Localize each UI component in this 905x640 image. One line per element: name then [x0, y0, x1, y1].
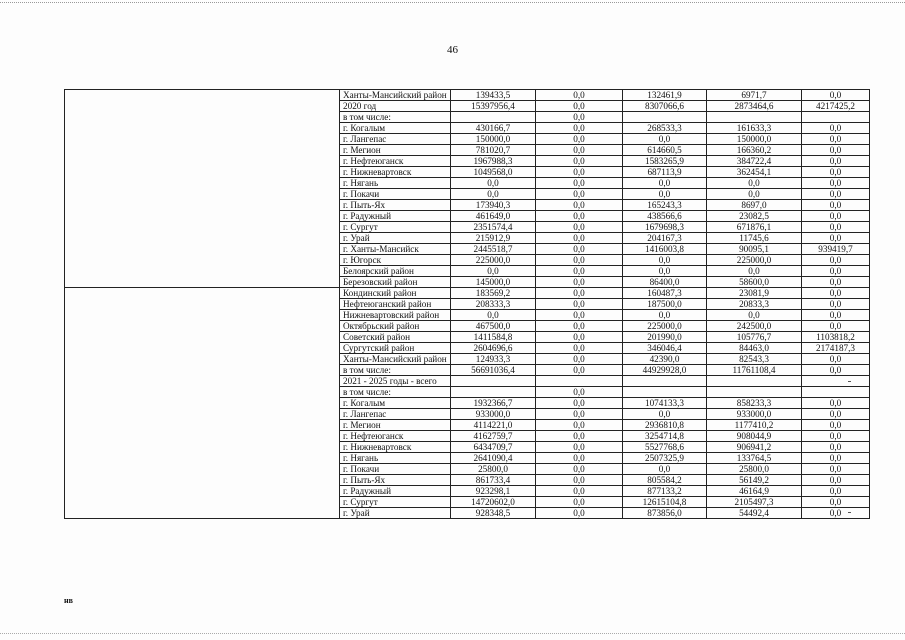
value-cell: 20833,3 [707, 299, 802, 310]
value-cell: 0,0 [802, 288, 870, 299]
value-cell: 2105497,3 [707, 497, 802, 508]
row-label-cell: г. Пыть-Ях [340, 200, 451, 211]
row-label-cell: г. Нягань [340, 453, 451, 464]
value-cell: 0,0 [802, 497, 870, 508]
value-cell: 0,0 [802, 299, 870, 310]
value-cell: 0,0 [536, 387, 623, 398]
value-cell: 0,0 [802, 156, 870, 167]
margin-speck [848, 512, 851, 513]
value-cell: 42390,0 [623, 354, 707, 365]
value-cell: 0,0 [536, 112, 623, 123]
value-cell: 0,0 [802, 145, 870, 156]
value-cell: 0,0 [802, 266, 870, 277]
row-label-cell: 2021 - 2025 годы - всего [340, 376, 451, 387]
value-cell: 0,0 [802, 464, 870, 475]
value-cell: 0,0 [802, 134, 870, 145]
row-label-cell: г. Лангепас [340, 134, 451, 145]
value-cell: 781020,7 [451, 145, 536, 156]
value-cell: 25800,0 [451, 464, 536, 475]
value-cell: 173940,3 [451, 200, 536, 211]
value-cell: 145000,0 [451, 277, 536, 288]
row-label-cell: г. Радужный [340, 211, 451, 222]
table-row [65, 288, 870, 299]
value-cell: 0,0 [623, 255, 707, 266]
footer-mark: нв [64, 596, 73, 605]
value-cell: 908044,9 [707, 431, 802, 442]
value-cell [451, 112, 536, 123]
value-cell: 0,0 [536, 409, 623, 420]
value-cell: 362454,1 [707, 167, 802, 178]
value-cell: 2445518,7 [451, 244, 536, 255]
row-label-cell: г. Мегион [340, 420, 451, 431]
value-cell: 346046,4 [623, 343, 707, 354]
value-cell: 0,0 [802, 167, 870, 178]
value-cell: 0,0 [802, 431, 870, 442]
row-label-cell: в том числе: [340, 112, 451, 123]
value-cell: 0,0 [536, 167, 623, 178]
value-cell: 0,0 [536, 464, 623, 475]
value-cell: 12615104,8 [623, 497, 707, 508]
value-cell: 0,0 [536, 145, 623, 156]
value-cell: 0,0 [536, 497, 623, 508]
value-cell: 0,0 [451, 178, 536, 189]
value-cell: 8307066,6 [623, 101, 707, 112]
value-cell: 1411584,8 [451, 332, 536, 343]
value-cell: 0,0 [802, 233, 870, 244]
value-cell: 204167,3 [623, 233, 707, 244]
page-number: 46 [447, 44, 458, 56]
row-label-cell: Ханты-Мансийский район [340, 354, 451, 365]
value-cell: 8697,0 [707, 200, 802, 211]
value-cell: 0,0 [623, 178, 707, 189]
left-blank-cell [65, 90, 340, 288]
value-cell: 0,0 [536, 486, 623, 497]
row-label-cell: Октябрьский район [340, 321, 451, 332]
value-cell: 923298,1 [451, 486, 536, 497]
value-cell: 0,0 [536, 442, 623, 453]
value-cell: 0,0 [623, 134, 707, 145]
row-label-cell: г. Когалым [340, 398, 451, 409]
value-cell: 877133,2 [623, 486, 707, 497]
value-cell: 0,0 [623, 266, 707, 277]
value-cell: 0,0 [802, 222, 870, 233]
value-cell: 242500,0 [707, 321, 802, 332]
value-cell: 0,0 [536, 101, 623, 112]
value-cell: 139433,5 [451, 90, 536, 101]
value-cell: 614660,5 [623, 145, 707, 156]
row-label-cell: г. Радужный [340, 486, 451, 497]
scan-edge-top [0, 2, 905, 3]
value-cell: 0,0 [802, 178, 870, 189]
value-cell: 0,0 [536, 90, 623, 101]
value-cell: 0,0 [536, 365, 623, 376]
value-cell: 928348,5 [451, 508, 536, 519]
value-cell: 5527768,6 [623, 442, 707, 453]
value-cell: 0,0 [802, 398, 870, 409]
row-label-cell: г. Покачи [340, 189, 451, 200]
value-cell: 4114221,0 [451, 420, 536, 431]
row-label-cell: г. Урай [340, 233, 451, 244]
value-cell: 384722,4 [707, 156, 802, 167]
value-cell: 0,0 [451, 189, 536, 200]
value-cell: 0,0 [536, 420, 623, 431]
value-cell: 805584,2 [623, 475, 707, 486]
value-cell: 2351574,4 [451, 222, 536, 233]
value-cell: 2641090,4 [451, 453, 536, 464]
row-label-cell: Нижневартовский район [340, 310, 451, 321]
value-cell: 0,0 [802, 508, 870, 519]
value-cell [802, 112, 870, 123]
value-cell: 939419,7 [802, 244, 870, 255]
value-cell: 15397956,4 [451, 101, 536, 112]
table-row [65, 90, 870, 101]
value-cell: 0,0 [536, 475, 623, 486]
value-cell: 124933,3 [451, 354, 536, 365]
left-blank-cell [65, 288, 340, 519]
value-cell: 0,0 [536, 453, 623, 464]
value-cell: 56149,2 [707, 475, 802, 486]
value-cell: 0,0 [802, 409, 870, 420]
value-cell: 225000,0 [623, 321, 707, 332]
value-cell: 0,0 [536, 123, 623, 134]
value-cell [451, 376, 536, 387]
value-cell: 23081,9 [707, 288, 802, 299]
value-cell: 0,0 [536, 431, 623, 442]
value-cell: 2604696,6 [451, 343, 536, 354]
row-label-cell: г. Лангепас [340, 409, 451, 420]
value-cell: 4162759,7 [451, 431, 536, 442]
value-cell: 1103818,2 [802, 332, 870, 343]
row-label-cell: г. Покачи [340, 464, 451, 475]
value-cell: 0,0 [536, 211, 623, 222]
value-cell: 1049568,0 [451, 167, 536, 178]
value-cell: 150000,0 [707, 134, 802, 145]
value-cell [623, 387, 707, 398]
value-cell: 0,0 [536, 288, 623, 299]
value-cell: 0,0 [536, 156, 623, 167]
row-label-cell: г. Пыть-Ях [340, 475, 451, 486]
value-cell: 430166,7 [451, 123, 536, 134]
value-cell: 44929928,0 [623, 365, 707, 376]
value-cell: 2174187,3 [802, 343, 870, 354]
value-cell: 0,0 [802, 365, 870, 376]
value-cell: 215912,9 [451, 233, 536, 244]
value-cell: 105776,7 [707, 332, 802, 343]
value-cell: 0,0 [802, 354, 870, 365]
value-cell: 0,0 [536, 178, 623, 189]
value-cell [623, 112, 707, 123]
value-cell: 1177410,2 [707, 420, 802, 431]
value-cell: 0,0 [536, 310, 623, 321]
value-cell: 858233,3 [707, 398, 802, 409]
value-cell: 58600,0 [707, 277, 802, 288]
value-cell: 201990,0 [623, 332, 707, 343]
value-cell [707, 376, 802, 387]
row-label-cell: г. Сургут [340, 497, 451, 508]
value-cell: 0,0 [707, 178, 802, 189]
value-cell: 133764,5 [707, 453, 802, 464]
row-label-cell: г. Сургут [340, 222, 451, 233]
row-label-cell: Нефтеюганский район [340, 299, 451, 310]
value-cell: 2507325,9 [623, 453, 707, 464]
value-cell: 861733,4 [451, 475, 536, 486]
row-label-cell: г. Мегион [340, 145, 451, 156]
value-cell: 0,0 [802, 90, 870, 101]
value-cell: 132461,9 [623, 90, 707, 101]
value-cell: 0,0 [623, 310, 707, 321]
value-cell: 0,0 [536, 255, 623, 266]
value-cell: 4217425,2 [802, 101, 870, 112]
value-cell: 56691036,4 [451, 365, 536, 376]
value-cell: 1583265,9 [623, 156, 707, 167]
row-label-cell: г. Нижневартовск [340, 442, 451, 453]
value-cell: 0,0 [451, 310, 536, 321]
row-label-cell: Кондинский район [340, 288, 451, 299]
value-cell: 225000,0 [451, 255, 536, 266]
value-cell: 0,0 [536, 354, 623, 365]
value-cell: 0,0 [536, 332, 623, 343]
value-cell: 11745,6 [707, 233, 802, 244]
value-cell: 0,0 [707, 266, 802, 277]
value-cell: 25800,0 [707, 464, 802, 475]
value-cell: 165243,3 [623, 200, 707, 211]
value-cell: 0,0 [536, 508, 623, 519]
value-cell: 0,0 [623, 409, 707, 420]
value-cell: 0,0 [536, 244, 623, 255]
value-cell [623, 376, 707, 387]
value-cell: 0,0 [802, 310, 870, 321]
value-cell: 183569,2 [451, 288, 536, 299]
value-cell: 461649,0 [451, 211, 536, 222]
value-cell: 0,0 [707, 310, 802, 321]
value-cell: 906941,2 [707, 442, 802, 453]
value-cell: 467500,0 [451, 321, 536, 332]
value-cell: 0,0 [802, 453, 870, 464]
value-cell: 3254714,8 [623, 431, 707, 442]
value-cell: 86400,0 [623, 277, 707, 288]
value-cell [802, 387, 870, 398]
value-cell: 0,0 [802, 189, 870, 200]
value-cell: 0,0 [536, 398, 623, 409]
value-cell: 82543,3 [707, 354, 802, 365]
value-cell: 0,0 [802, 321, 870, 332]
value-cell [451, 387, 536, 398]
scan-edge-bottom [0, 633, 905, 634]
value-cell [707, 387, 802, 398]
value-cell: 0,0 [802, 420, 870, 431]
value-cell: 160487,3 [623, 288, 707, 299]
value-cell: 46164,9 [707, 486, 802, 497]
value-cell: 0,0 [451, 266, 536, 277]
value-cell: 1932366,7 [451, 398, 536, 409]
value-cell: 0,0 [802, 475, 870, 486]
value-cell: 14720602,0 [451, 497, 536, 508]
value-cell: 0,0 [536, 343, 623, 354]
value-cell: 0,0 [802, 255, 870, 266]
value-cell: 0,0 [536, 266, 623, 277]
value-cell [802, 376, 870, 387]
value-cell: 23082,5 [707, 211, 802, 222]
value-cell: 166360,2 [707, 145, 802, 156]
value-cell: 0,0 [802, 442, 870, 453]
value-cell: 150000,0 [451, 134, 536, 145]
value-cell [536, 376, 623, 387]
value-cell: 0,0 [536, 277, 623, 288]
value-cell: 2936810,8 [623, 420, 707, 431]
row-label-cell: г. Урай [340, 508, 451, 519]
row-label-cell: Белоярский район [340, 266, 451, 277]
value-cell: 687113,9 [623, 167, 707, 178]
value-cell: 0,0 [536, 321, 623, 332]
value-cell: 11761108,4 [707, 365, 802, 376]
value-cell: 933000,0 [451, 409, 536, 420]
row-label-cell: Сургутский район [340, 343, 451, 354]
value-cell: 187500,0 [623, 299, 707, 310]
value-cell: 0,0 [536, 134, 623, 145]
value-cell: 1679698,3 [623, 222, 707, 233]
value-cell: 0,0 [802, 200, 870, 211]
value-cell: 54492,4 [707, 508, 802, 519]
value-cell: 6971,7 [707, 90, 802, 101]
margin-speck [848, 381, 851, 382]
value-cell: 0,0 [536, 233, 623, 244]
value-cell: 0,0 [802, 277, 870, 288]
value-cell: 1074133,3 [623, 398, 707, 409]
value-cell: 0,0 [802, 211, 870, 222]
row-label-cell: г. Нягань [340, 178, 451, 189]
budget-table [64, 89, 870, 519]
value-cell: 438566,6 [623, 211, 707, 222]
value-cell: 0,0 [802, 486, 870, 497]
row-label-cell: г. Югорск [340, 255, 451, 266]
value-cell: 0,0 [536, 222, 623, 233]
value-cell: 933000,0 [707, 409, 802, 420]
value-cell: 0,0 [536, 200, 623, 211]
value-cell: 0,0 [802, 123, 870, 134]
value-cell: 161633,3 [707, 123, 802, 134]
value-cell: 2873464,6 [707, 101, 802, 112]
row-label-cell: Советский район [340, 332, 451, 343]
value-cell: 90095,1 [707, 244, 802, 255]
row-label-cell: в том числе: [340, 387, 451, 398]
value-cell: 0,0 [536, 189, 623, 200]
row-label-cell: Березовский район [340, 277, 451, 288]
value-cell: 0,0 [623, 464, 707, 475]
row-label-cell: 2020 год [340, 101, 451, 112]
value-cell: 1416003,8 [623, 244, 707, 255]
value-cell: 225000,0 [707, 255, 802, 266]
row-label-cell: Ханты-Мансийский район [340, 90, 451, 101]
value-cell: 6434709,7 [451, 442, 536, 453]
value-cell: 0,0 [707, 189, 802, 200]
value-cell: 268533,3 [623, 123, 707, 134]
value-cell: 671876,1 [707, 222, 802, 233]
row-label-cell: в том числе: [340, 365, 451, 376]
row-label-cell: г. Нефтеюганск [340, 431, 451, 442]
row-label-cell: г. Нижневартовск [340, 167, 451, 178]
value-cell: 208333,3 [451, 299, 536, 310]
value-cell [707, 112, 802, 123]
value-cell: 1967988,3 [451, 156, 536, 167]
value-cell: 873856,0 [623, 508, 707, 519]
row-label-cell: г. Нефтеюганск [340, 156, 451, 167]
row-label-cell: г. Когалым [340, 123, 451, 134]
value-cell: 0,0 [623, 189, 707, 200]
value-cell: 0,0 [536, 299, 623, 310]
row-label-cell: г. Ханты-Мансийск [340, 244, 451, 255]
value-cell: 84463,0 [707, 343, 802, 354]
